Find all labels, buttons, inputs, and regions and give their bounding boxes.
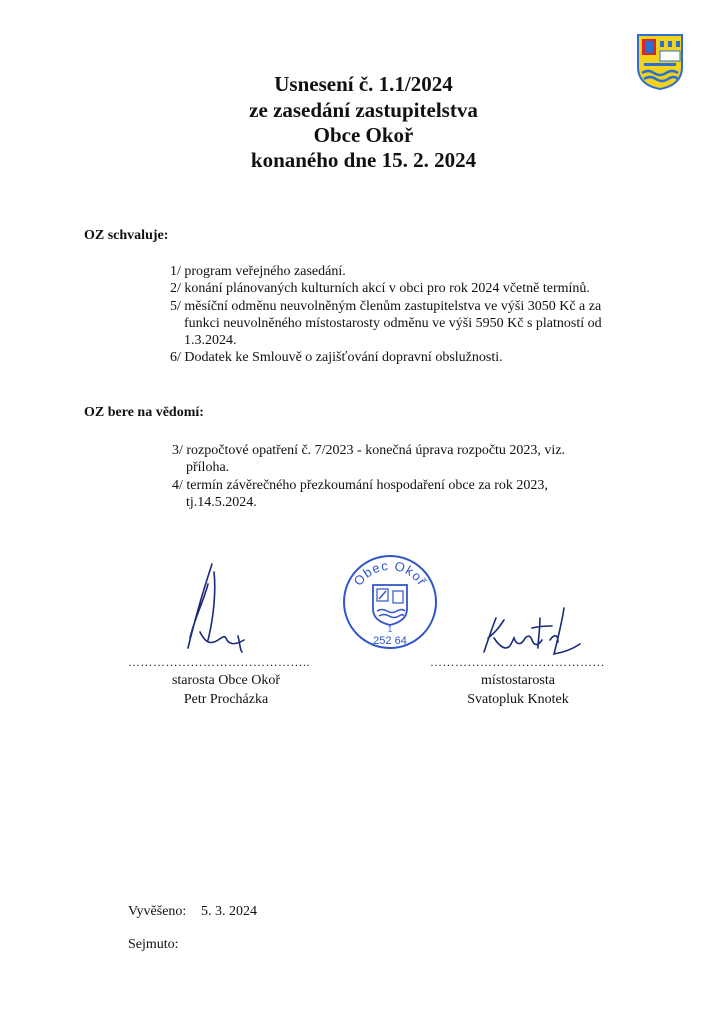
- signature-line-left: ……………………………………..: [128, 655, 310, 669]
- official-stamp: [341, 553, 439, 651]
- list-item: 6/ Dodatek ke Smlouvě o zajišťování dopravní obslužnosti.: [170, 350, 503, 365]
- mayor-role: starosta Obce Okoř: [171, 673, 281, 688]
- stamp-shield-icon: [373, 585, 407, 625]
- signature-right: [474, 604, 584, 660]
- acknowledges-heading: OZ bere na vědomí:: [84, 405, 204, 420]
- list-item-continued: příloha.: [186, 460, 230, 475]
- list-item: 5/ měsíční odměnu neuvolněným členům zastupitelstva ve výši 3050 Kč a za: [170, 299, 602, 314]
- removed-label: Sejmuto:: [128, 937, 179, 952]
- stamp-postcode: 252 64: [373, 635, 407, 647]
- signature-line-right: ……………………………………: [430, 655, 605, 669]
- title-line-2: ze zasedání zastupitelstva: [249, 98, 478, 122]
- signature-left: [178, 560, 258, 655]
- list-item-continued: funkci neuvolněného místostarosty odměnu ve výši 5950 Kč s platností od: [184, 316, 602, 331]
- list-item: 2/ konání plánovaných kulturních akcí v obci pro rok 2024 včetně termínů.: [170, 281, 590, 296]
- list-item-continued: tj.14.5.2024.: [186, 495, 257, 510]
- posted-date: 5. 3. 2024: [201, 904, 257, 919]
- stamp-text: Obec Okoř: [350, 557, 430, 589]
- title-line-3: Obce Okoř: [313, 123, 414, 147]
- list-item-continued: 1.3.2024.: [184, 333, 237, 348]
- posted-label: Vyvěšeno:: [128, 904, 187, 919]
- deputy-mayor-role: místostarosta: [481, 673, 555, 688]
- mayor-name: Petr Procházka: [183, 692, 269, 707]
- stamp-number: 1: [387, 625, 393, 634]
- approves-heading: OZ schvaluje:: [84, 228, 169, 243]
- list-item: 1/ program veřejného zasedání.: [170, 264, 346, 279]
- list-item: 4/ termín závěrečného přezkoumání hospodaření obce za rok 2023,: [172, 478, 548, 493]
- title-line-1: Usnesení č. 1.1/2024: [274, 72, 453, 96]
- title-line-4: konaného dne 15. 2. 2024: [250, 148, 477, 172]
- svg-text:Obec Okoř: [350, 558, 429, 589]
- list-item: 3/ rozpočtové opatření č. 7/2023 - konečná úprava rozpočtu 2023, viz.: [172, 443, 566, 458]
- deputy-mayor-name: Svatopluk Knotek: [467, 692, 569, 707]
